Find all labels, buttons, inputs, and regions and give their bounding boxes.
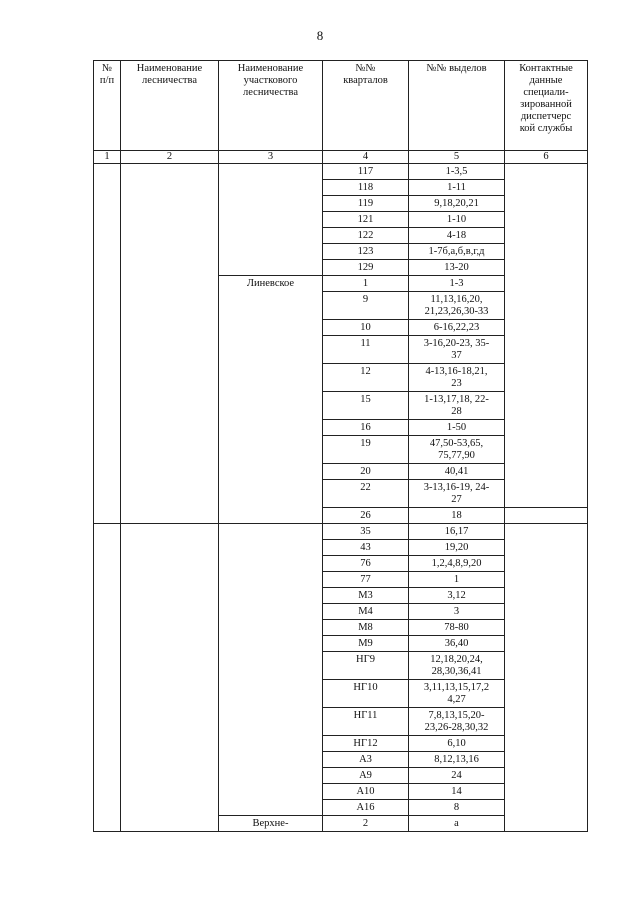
quarter-cell: 122 bbox=[323, 228, 409, 244]
district-forestry-cell bbox=[219, 164, 323, 276]
quarter-cell: 1 bbox=[323, 276, 409, 292]
quarter-cell: А9 bbox=[323, 768, 409, 784]
allotment-cell: 40,41 bbox=[409, 464, 505, 480]
header-cell-district-forestry: Наименование участкового лесничества bbox=[219, 61, 323, 151]
quarter-cell: М8 bbox=[323, 620, 409, 636]
table-body bbox=[94, 164, 588, 832]
quarter-cell: 121 bbox=[323, 212, 409, 228]
allotment-cell: 6-16,22,23 bbox=[409, 320, 505, 336]
allotment-cell: 1 bbox=[409, 572, 505, 588]
quarter-cell: НГ10 bbox=[323, 680, 409, 708]
allotment-cell: 1-11 bbox=[409, 180, 505, 196]
allotment-cell: 4-13,16-18,21, 23 bbox=[409, 364, 505, 392]
header-cell-contacts: Контактные данные специали- зированной диспетчерс кой службы bbox=[505, 61, 588, 151]
allotment-cell: 4-18 bbox=[409, 228, 505, 244]
allotment-cell: 47,50-53,65, 75,77,90 bbox=[409, 436, 505, 464]
allotment-cell: 78-80 bbox=[409, 620, 505, 636]
contacts-cell bbox=[505, 524, 588, 832]
allotment-cell: 1-7б,а,б,в,г,д bbox=[409, 244, 505, 260]
header-row bbox=[94, 61, 588, 151]
allotment-cell: 3-16,20-23, 35- 37 bbox=[409, 336, 505, 364]
allotment-cell: 6,10 bbox=[409, 736, 505, 752]
column-number: 2 bbox=[121, 151, 219, 164]
allotment-cell: 3 bbox=[409, 604, 505, 620]
quarter-cell: М9 bbox=[323, 636, 409, 652]
quarter-cell: 118 bbox=[323, 180, 409, 196]
quarter-cell: 2 bbox=[323, 816, 409, 832]
quarter-cell: 22 bbox=[323, 480, 409, 508]
quarter-cell: 20 bbox=[323, 464, 409, 480]
forestry-cell bbox=[121, 524, 219, 832]
allotment-cell: 3,11,13,15,17,2 4,27 bbox=[409, 680, 505, 708]
column-number: 3 bbox=[219, 151, 323, 164]
quarter-cell: 9 bbox=[323, 292, 409, 320]
allotment-cell: 8 bbox=[409, 800, 505, 816]
column-number: 4 bbox=[323, 151, 409, 164]
quarter-cell: 129 bbox=[323, 260, 409, 276]
quarter-cell: НГ9 bbox=[323, 652, 409, 680]
quarter-cell: 16 bbox=[323, 420, 409, 436]
allotment-cell: 13-20 bbox=[409, 260, 505, 276]
quarter-cell: 123 bbox=[323, 244, 409, 260]
allotment-cell: 1-3 bbox=[409, 276, 505, 292]
allotment-cell: 14 bbox=[409, 784, 505, 800]
column-number: 6 bbox=[505, 151, 588, 164]
allotment-cell: 19,20 bbox=[409, 540, 505, 556]
allotment-cell: 3-13,16-19, 24- 27 bbox=[409, 480, 505, 508]
quarter-cell: А3 bbox=[323, 752, 409, 768]
allotment-cell: 12,18,20,24, 28,30,36,41 bbox=[409, 652, 505, 680]
table-row bbox=[94, 164, 588, 180]
quarter-cell: НГ11 bbox=[323, 708, 409, 736]
quarter-cell: 77 bbox=[323, 572, 409, 588]
column-number: 1 bbox=[94, 151, 121, 164]
column-number-row bbox=[94, 151, 588, 164]
quarter-cell: 76 bbox=[323, 556, 409, 572]
header-cell-allotments: №№ выделов bbox=[409, 61, 505, 151]
row-number-cell bbox=[94, 164, 121, 524]
quarter-cell: 26 bbox=[323, 508, 409, 524]
row-number-cell bbox=[94, 524, 121, 832]
allotment-cell: 1,2,4,8,9,20 bbox=[409, 556, 505, 572]
allotment-cell: 1-3,5 bbox=[409, 164, 505, 180]
header-cell-quarters: №№ кварталов bbox=[323, 61, 409, 151]
allotment-cell: а bbox=[409, 816, 505, 832]
contacts-cell bbox=[505, 508, 588, 524]
allotment-cell: 3,12 bbox=[409, 588, 505, 604]
allotment-cell: 1-10 bbox=[409, 212, 505, 228]
quarter-cell: 12 bbox=[323, 364, 409, 392]
quarter-cell: 43 bbox=[323, 540, 409, 556]
allotment-cell: 9,18,20,21 bbox=[409, 196, 505, 212]
forestry-cell bbox=[121, 164, 219, 524]
allotment-cell: 16,17 bbox=[409, 524, 505, 540]
forestry-table bbox=[93, 60, 588, 832]
allotment-cell: 18 bbox=[409, 508, 505, 524]
quarter-cell: 15 bbox=[323, 392, 409, 420]
quarter-cell: 19 bbox=[323, 436, 409, 464]
table-row bbox=[94, 524, 588, 540]
contacts-cell bbox=[505, 164, 588, 508]
allotment-cell: 11,13,16,20, 21,23,26,30-33 bbox=[409, 292, 505, 320]
allotment-cell: 36,40 bbox=[409, 636, 505, 652]
quarter-cell: 117 bbox=[323, 164, 409, 180]
quarter-cell: М3 bbox=[323, 588, 409, 604]
allotment-cell: 1-13,17,18, 22- 28 bbox=[409, 392, 505, 420]
header-cell-number: № п/п bbox=[94, 61, 121, 151]
quarter-cell: А16 bbox=[323, 800, 409, 816]
allotment-cell: 7,8,13,15,20- 23,26-28,30,32 bbox=[409, 708, 505, 736]
quarter-cell: 10 bbox=[323, 320, 409, 336]
quarter-cell: 11 bbox=[323, 336, 409, 364]
quarter-cell: 35 bbox=[323, 524, 409, 540]
quarter-cell: А10 bbox=[323, 784, 409, 800]
allotment-cell: 1-50 bbox=[409, 420, 505, 436]
allotment-cell: 24 bbox=[409, 768, 505, 784]
district-forestry-cell: Верхне- bbox=[219, 816, 323, 832]
district-forestry-cell bbox=[219, 524, 323, 816]
column-number: 5 bbox=[409, 151, 505, 164]
quarter-cell: 119 bbox=[323, 196, 409, 212]
quarter-cell: М4 bbox=[323, 604, 409, 620]
header-cell-forestry: Наименование лесничества bbox=[121, 61, 219, 151]
quarter-cell: НГ12 bbox=[323, 736, 409, 752]
district-forestry-cell: Линевское bbox=[219, 276, 323, 524]
page-number: 8 bbox=[316, 28, 324, 43]
allotment-cell: 8,12,13,16 bbox=[409, 752, 505, 768]
